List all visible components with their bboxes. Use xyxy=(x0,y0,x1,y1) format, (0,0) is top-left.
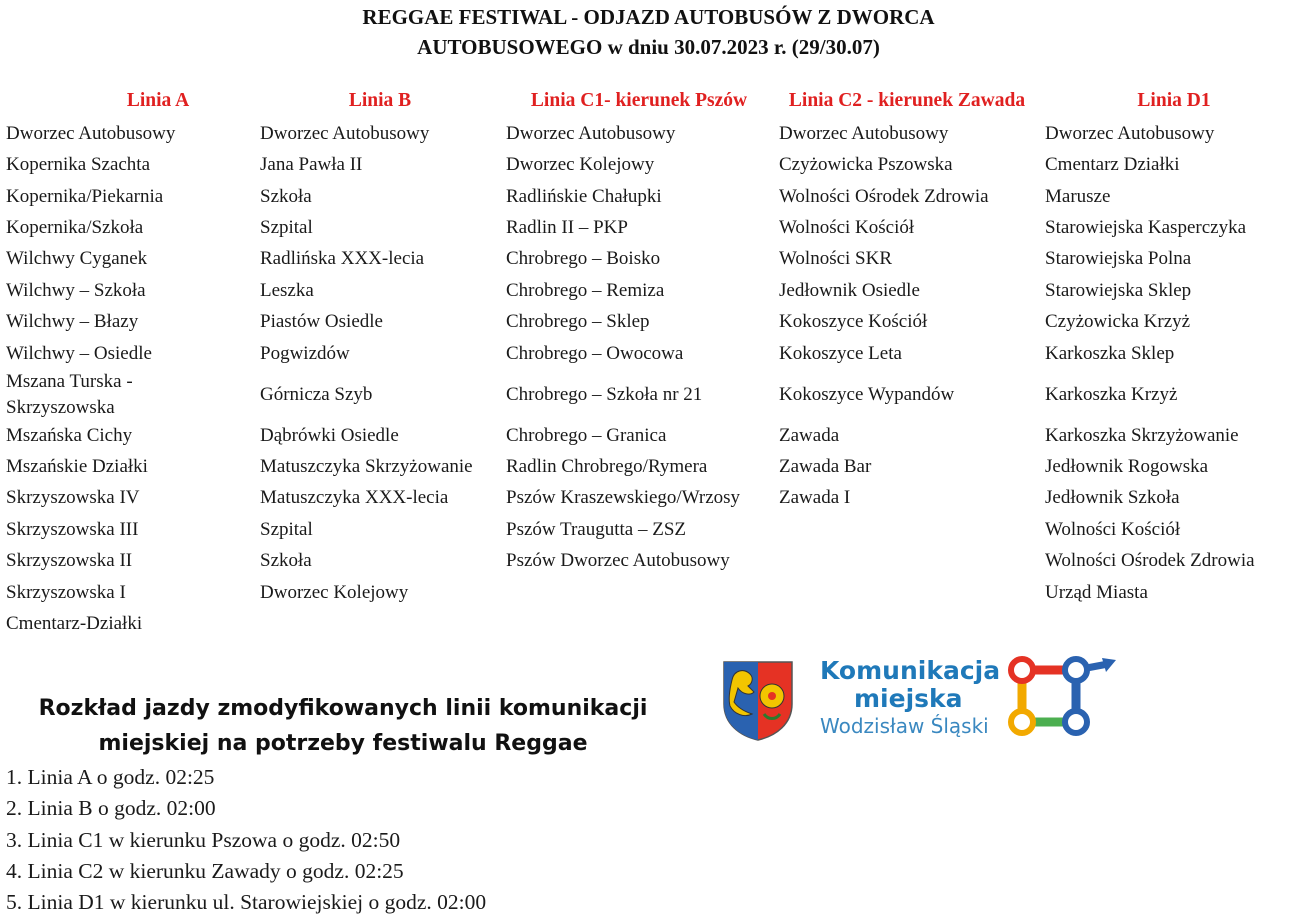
logo-text-line-1: Komunikacja xyxy=(820,656,1001,685)
route-stop: Wilchwy – Osiedle xyxy=(6,343,152,364)
route-stop: Kokoszyce Leta xyxy=(779,343,902,364)
city-transport-logo xyxy=(720,656,1120,742)
route-stop: Dworzec Autobusowy xyxy=(506,123,676,144)
schedule-item: 4. Linia C2 w kierunku Zawady o godz. 02:25 xyxy=(6,858,404,883)
network-nodes-icon xyxy=(1008,656,1122,742)
title-line-1: REGGAE FESTIWAL - ODJAZD AUTOBUSÓW Z DWORCA xyxy=(362,5,935,29)
route-stop: Czyżowicka Pszowska xyxy=(779,154,953,175)
route-stop: Wolności SKR xyxy=(779,248,893,269)
route-line-header: Linia C1- kierunek Pszów xyxy=(530,90,748,111)
route-stop: Dworzec Autobusowy xyxy=(6,123,176,144)
route-stop: Dworzec Autobusowy xyxy=(779,123,949,144)
route-stop: Matuszczyka Skrzyżowanie xyxy=(260,456,473,477)
route-stop: Skrzyszowska I xyxy=(6,582,126,603)
route-stop: Dworzec Kolejowy xyxy=(260,582,409,603)
route-line-header: Linia D1 xyxy=(1137,90,1211,111)
route-stop: Dworzec Autobusowy xyxy=(260,123,430,144)
route-stop: Jana Pawła II xyxy=(260,154,363,175)
route-line-header: Linia A xyxy=(126,90,190,111)
route-stop: Szkoła xyxy=(260,550,312,571)
route-stop: Wilchwy – Szkoła xyxy=(6,280,146,301)
route-stop: Pszów Kraszewskiego/Wrzosy xyxy=(506,487,741,508)
logo-text-line-3: Wodzisław Śląski xyxy=(820,714,989,738)
route-stop: Kopernika/Szkoła xyxy=(6,217,144,238)
route-stop: Pszów Dworzec Autobusowy xyxy=(506,550,730,571)
title-line-2: AUTOBUSOWEGO w dniu 30.07.2023 r. (29/30.07) xyxy=(417,35,880,59)
route-stop: Matuszczyka XXX-lecia xyxy=(260,487,449,508)
route-stop: Radlin Chrobrego/Rymera xyxy=(506,456,708,477)
schedule-item: 1. Linia A o godz. 02:25 xyxy=(6,765,215,789)
route-stop: Wolności Ośrodek Zdrowia xyxy=(1045,550,1255,571)
route-stop: Starowiejska Kasperczyka xyxy=(1045,217,1247,238)
route-line-header: Linia C2 - kierunek Zawada xyxy=(788,90,1026,111)
route-stop: Pogwizdów xyxy=(260,343,350,364)
route-stop: Górnicza Szyb xyxy=(260,384,373,405)
route-stop: Karkoszka Krzyż xyxy=(1045,384,1178,405)
route-stop: Chrobrego – Granica xyxy=(506,425,667,446)
route-stop: Mszańskie Działki xyxy=(6,456,148,477)
route-stop: Jedłownik Szkoła xyxy=(1045,487,1180,508)
route-stop: Dworzec Kolejowy xyxy=(506,154,655,175)
route-stop: Starowiejska Sklep xyxy=(1045,280,1192,301)
route-stop: Marusze xyxy=(1045,186,1111,207)
route-stop: Wolności Kościół xyxy=(779,217,915,238)
route-stop: Starowiejska Polna xyxy=(1045,248,1192,269)
route-stop: Chrobrego – Owocowa xyxy=(506,343,684,364)
route-stop: Radlin II – PKP xyxy=(506,217,628,238)
route-stop: Wilchwy Cyganek xyxy=(6,248,148,269)
route-stop: Szpital xyxy=(260,519,313,540)
schedule-item: 2. Linia B o godz. 02:00 xyxy=(6,796,216,821)
route-stop: Kokoszyce Wypandów xyxy=(779,384,955,405)
route-stop: Zawada xyxy=(779,425,840,446)
schedule-item: 5. Linia D1 w kierunku ul. Starowiejskiej o godz. 02:00 xyxy=(6,890,487,915)
route-stop: Kopernika Szachta xyxy=(6,154,151,175)
route-stop: Kopernika/Piekarnia xyxy=(6,186,164,207)
route-stop: Zawada I xyxy=(779,487,851,508)
route-stop: Czyżowicka Krzyż xyxy=(1045,311,1191,332)
route-stop: Radlińskie Chałupki xyxy=(506,186,662,207)
route-stop: Chrobrego – Sklep xyxy=(506,311,650,332)
route-stop: Urząd Miasta xyxy=(1045,582,1148,603)
route-line-header: Linia B xyxy=(348,90,412,111)
route-stop: Mszańska Cichy xyxy=(6,425,133,446)
route-stop: Jedłownik Osiedle xyxy=(779,280,920,301)
route-stop: Skrzyszowska IV xyxy=(6,487,140,508)
route-stop: Skrzyszowska II xyxy=(6,550,133,571)
route-stop: Radlińska XXX-lecia xyxy=(260,248,425,269)
route-stop: Szpital xyxy=(260,217,313,238)
route-stop: Piastów Osiedle xyxy=(260,311,383,332)
route-stop: Karkoszka Skrzyżowanie xyxy=(1045,425,1239,446)
route-stop: Dąbrówki Osiedle xyxy=(260,425,399,446)
route-stop: Chrobrego – Szkoła nr 21 xyxy=(506,384,703,405)
route-stop: Kokoszyce Kościół xyxy=(779,311,928,332)
route-stop: Chrobrego – Boisko xyxy=(506,248,661,269)
route-stop: Wilchwy – Błazy xyxy=(6,311,139,332)
logo-text-line-2: miejska xyxy=(854,684,963,713)
route-stop: Chrobrego – Remiza xyxy=(506,280,665,301)
route-stop: Cmentarz-Działki xyxy=(6,613,143,634)
schedule-title-line-2: miejskiej na potrzeby festiwalu Reggae xyxy=(98,731,588,756)
route-stop: Mszana Turska - Skrzyszowska xyxy=(6,371,133,418)
route-stop: Cmentarz Działki xyxy=(1045,154,1180,175)
schedule-item: 3. Linia C1 w kierunku Pszowa o godz. 02:50 xyxy=(6,827,401,852)
schedule-title-line-1: Rozkład jazdy zmodyfikowanych linii komunikacji xyxy=(38,696,648,721)
route-stop: Jedłownik Rogowska xyxy=(1045,456,1209,477)
route-stop: Dworzec Autobusowy xyxy=(1045,123,1215,144)
route-stop: Wolności Kościół xyxy=(1045,519,1181,540)
route-stop: Karkoszka Sklep xyxy=(1045,343,1175,364)
route-stop: Wolności Ośrodek Zdrowia xyxy=(779,186,989,207)
route-stop: Skrzyszowska III xyxy=(6,519,139,540)
route-stop: Leszka xyxy=(260,280,314,301)
route-stop: Pszów Traugutta – ZSZ xyxy=(506,519,686,540)
route-stop: Szkoła xyxy=(260,186,312,207)
wodzislaw-crest-icon xyxy=(720,658,796,742)
route-stop: Zawada Bar xyxy=(779,456,872,477)
